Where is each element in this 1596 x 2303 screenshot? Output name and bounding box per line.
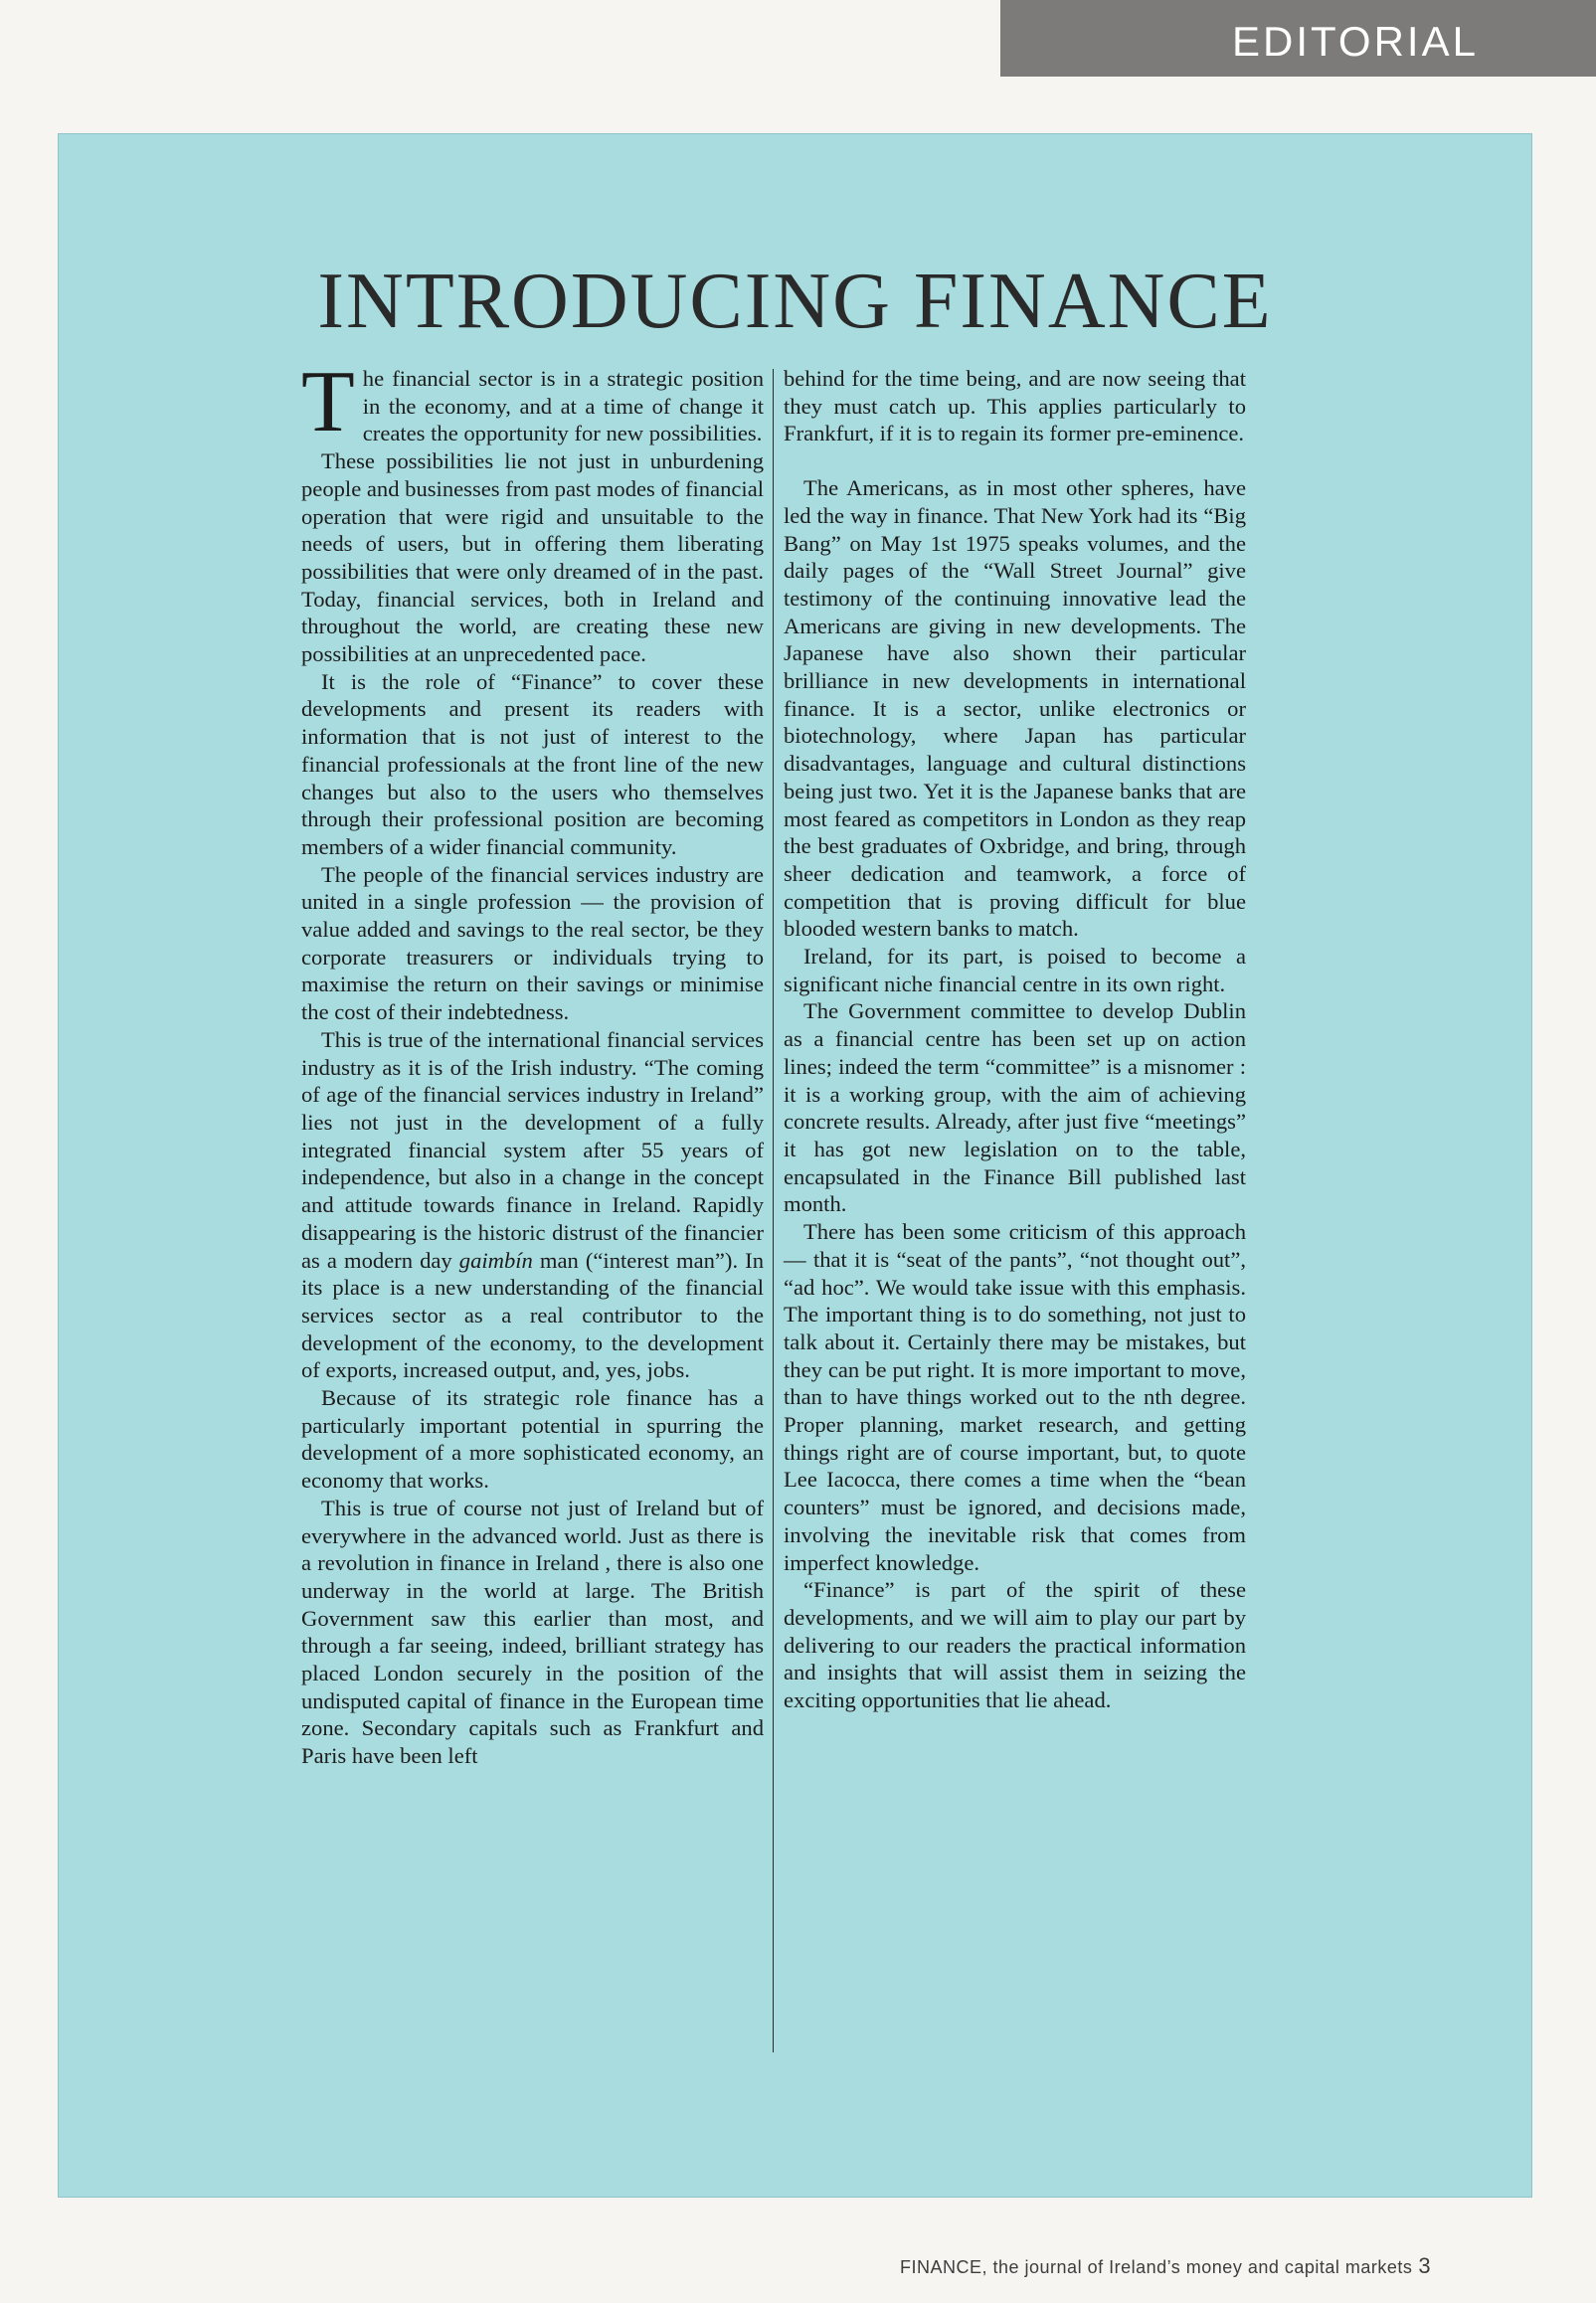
paragraph-6: Because of its strategic role finance has a particularly important potential in spurring the development of a more sophisticated economy, an economy that works. bbox=[301, 1385, 764, 1494]
editorial-panel bbox=[58, 133, 1532, 2198]
paragraph-9: Ireland, for its part, is poised to become a significant niche financial centre in its own right. bbox=[784, 944, 1246, 996]
dropcap: T bbox=[301, 354, 355, 450]
page-footer bbox=[900, 2253, 1431, 2279]
headline: INTRODUCING FINANCE bbox=[317, 258, 1273, 345]
section-label: EDITORIAL bbox=[1232, 18, 1479, 65]
paragraph-7-continued: behind for the time being, and are now seeing that they must catch up. This applies particularly to Frankfurt, if it is to regain its former pre-eminence. bbox=[784, 366, 1246, 446]
paragraph-12: “Finance” is part of the spirit of these developments, and we will aim to play our part by delivering to our readers the practical information and insights that will assist them in seizing the exciting opportunities that lie ahead. bbox=[784, 1577, 1246, 1713]
paragraph-5 bbox=[301, 1026, 764, 1384]
paragraph-2: These possibilities lie not just in unburdening people and businesses from past modes of financial operation that were rigid and unsuitable to the needs of users, but in offering them liberating possibilities that were only dreamed of in the past. Today, financial services, both in Ireland and throughout the world, are creating these new possibilities at an unprecedented pace. bbox=[301, 448, 764, 667]
left-column bbox=[301, 354, 764, 1770]
paragraph-3: It is the role of “Finance” to cover these developments and present its readers with information that is not just of interest to the financial professionals at the front line of the new changes but also to the users who themselves through their professional position are becoming members of a wider financial community. bbox=[301, 668, 764, 859]
paragraph-5-text-b: man (“interest man”). In its place is a new understanding of the financial services sector as a real contributor to the development of the economy, to the development of exports, increased output, and, yes, jobs. bbox=[301, 1247, 764, 1383]
paragraph-5-text-a: This is true of the international financial services industry as it is of the Irish industry. “The coming of age of the financial services industry in Ireland” lies not just in the development of a fully integrated financial system after 55 years of independence, but also in a change in the concept and attitude towards finance in Ireland. Rapidly disappearing is the historic distrust of the financier as a modern day bbox=[301, 1026, 764, 1273]
paragraph-7: This is true of course not just of Ireland but of everywhere in the advanced world. Just as there is a revolution in finance in Ireland , there is also one underway in the world at large. The British Government saw this earlier than most, and through a far seeing, indeed, brilliant strategy has placed London securely in the position of the undisputed capital of finance in the European time zone. Secondary capitals such as Frankfurt and Paris have been left bbox=[301, 1495, 764, 1769]
paragraph-11: There has been some criticism of this approach — that it is “seat of the pants”, “not thought out”, “ad hoc”. We would take issue with this emphasis. The important thing is to do something, not just to talk about it. Certainly there may be mistakes, but they can be put right. It is more important to move, than to have things worked out to the nth degree. Proper planning, market research, and getting things right are of course important, but, to quote Lee Iacocca, there comes a time when the “bean counters” must be ignored, and decisions made, involving the inevitable risk that comes from imperfect knowledge. bbox=[784, 1219, 1246, 1575]
paragraph-8: The Americans, as in most other spheres, have led the way in finance. That New York had its “Big Bang” on May 1st 1975 speaks volumes, and the daily pages of the “Wall Street Journal” give testimony of the continuing innovative lead the Americans are giving in new developments. The Japanese have also shown their particular brilliance in new developments in international finance. It is a sector, unlike electronics or biotechnology, where Japan has particular disadvantages, language and cultural distinctions being just two. Yet it is the Japanese banks that are most feared as competitors in London as they reap the best graduates of Oxbridge, and bring, through sheer dedication and teamwork, a force of competition that is proving difficult for blue blooded western banks to match. bbox=[784, 475, 1246, 942]
right-column bbox=[784, 365, 1246, 1714]
page-number: 3 bbox=[1418, 2253, 1432, 2278]
paragraph-1-text: he financial sector is in a strategic position in the economy, and at a time of change it creates the opportunity for new possibilities. bbox=[362, 366, 764, 446]
footer-text: FINANCE, the journal of Ireland’s money and capital markets bbox=[900, 2257, 1413, 2277]
gaimbin-term: gaimbín bbox=[458, 1247, 533, 1273]
section-tab bbox=[1000, 0, 1596, 77]
paragraph-10: The Government committee to develop Dublin as a financial centre has been set up on action lines; indeed the term “committee” is a misnomer : it is a working group, with the aim of achieving concrete results. Already, after just five “meetings” it has got new legislation on to the table, encapsulated in the Finance Bill published last month. bbox=[784, 998, 1246, 1217]
paragraph-4: The people of the financial services industry are united in a single profession — the provision of value added and savings to the real sector, be they corporate treasurers or individuals trying to maximise the return on their savings or minimise the cost of their indebtedness. bbox=[301, 861, 764, 1025]
column-divider bbox=[773, 369, 774, 2052]
paragraph-1 bbox=[301, 354, 764, 450]
